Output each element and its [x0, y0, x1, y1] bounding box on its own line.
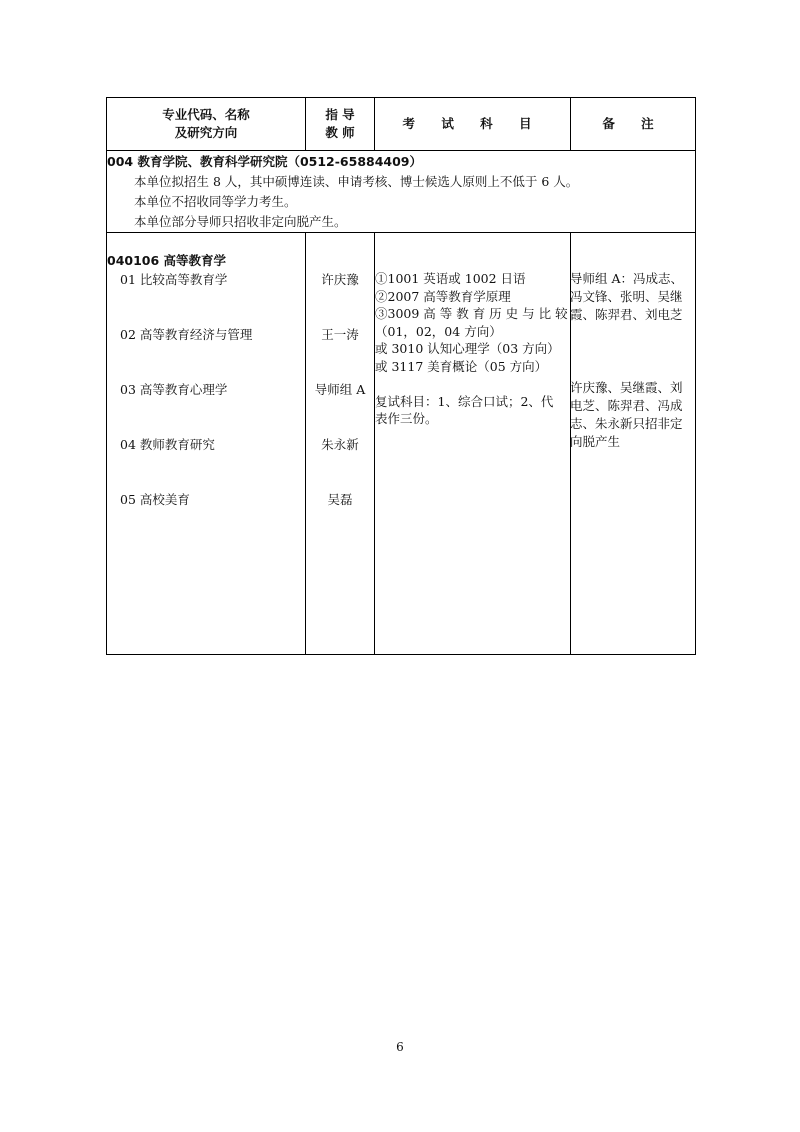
advisor-name: 吴磊 [327, 492, 353, 507]
remark-line: 向脱产生 [570, 434, 621, 449]
header-bottom-rule [107, 150, 695, 151]
unit-note: 本单位不招收同等学力考生。 [134, 194, 297, 209]
remarks-enrollment-note [570, 379, 696, 451]
header-advisor-line1: 指 导 [325, 107, 355, 122]
unit-note: 本单位拟招生 8 人，其中硕博连读、申请考核、博士候选人原则上不低于 6 人。 [134, 174, 579, 189]
subject-line: 复试科目：1、综合口试；2、代 [375, 393, 554, 409]
remark-line: 冯文锋、张明、吴继 [570, 289, 683, 304]
subject-line: ③3009 高 等 教 育 历 史 与 比 较 [375, 306, 568, 321]
subject-line [375, 375, 571, 393]
subject-line: 表作三份。 [375, 411, 438, 426]
direction-item: 04 教师教育研究 [120, 437, 215, 452]
header-major-line1: 专业代码、名称 [162, 107, 250, 122]
direction-item: 05 高校美育 [120, 492, 190, 507]
subject-line: 或 3117 美育概论（05 方向） [375, 358, 548, 374]
subject-line: 或 3010 认知心理学（03 方向） [375, 341, 560, 356]
subject-line: （01，02，04 方向） [375, 323, 502, 339]
advisor-name: 许庆豫 [321, 272, 359, 287]
major-title: 040106 高等教育学 [107, 253, 227, 268]
unit-note: 本单位部分导师只招收非定向脱产生。 [134, 214, 347, 229]
direction-item: 02 高等教育经济与管理 [120, 327, 253, 342]
direction-item: 01 比较高等教育学 [120, 272, 228, 287]
subject-line: ①1001 英语或 1002 日语 [375, 271, 526, 286]
header-major-cell [107, 98, 305, 150]
direction-item: 03 高等教育心理学 [120, 382, 228, 397]
header-major-line2: 及研究方向 [174, 125, 238, 140]
advisor-name: 王一涛 [321, 327, 359, 342]
header-remarks-cell: 备 注 [602, 116, 665, 131]
remark-line: 导师组 A：冯成志、 [570, 271, 684, 286]
remark-line: 霞、陈羿君、刘电芝 [570, 307, 683, 322]
admissions-table [106, 97, 696, 655]
header-advisor-cell [306, 98, 374, 150]
remark-line: 志、朱永新只招非定 [570, 416, 683, 431]
remark-line: 许庆豫、吴继霞、刘 [570, 380, 683, 395]
advisor-name: 导师组 A [314, 382, 366, 397]
unit-section-rule [107, 232, 695, 233]
header-advisor-line2: 教 师 [325, 125, 355, 140]
subject-line: ②2007 高等教育学原理 [375, 288, 511, 304]
unit-title: 004 教育学院、教育科学研究院（0512-65884409） [107, 154, 423, 169]
remarks-advisor-group [570, 270, 696, 324]
advisor-name: 朱永新 [321, 437, 359, 452]
header-subjects-cell: 考 试 科 目 [402, 116, 543, 131]
remark-line: 电芝、陈羿君、冯成 [570, 398, 683, 413]
exam-subjects [375, 270, 571, 428]
page-number: 6 [396, 1040, 404, 1054]
